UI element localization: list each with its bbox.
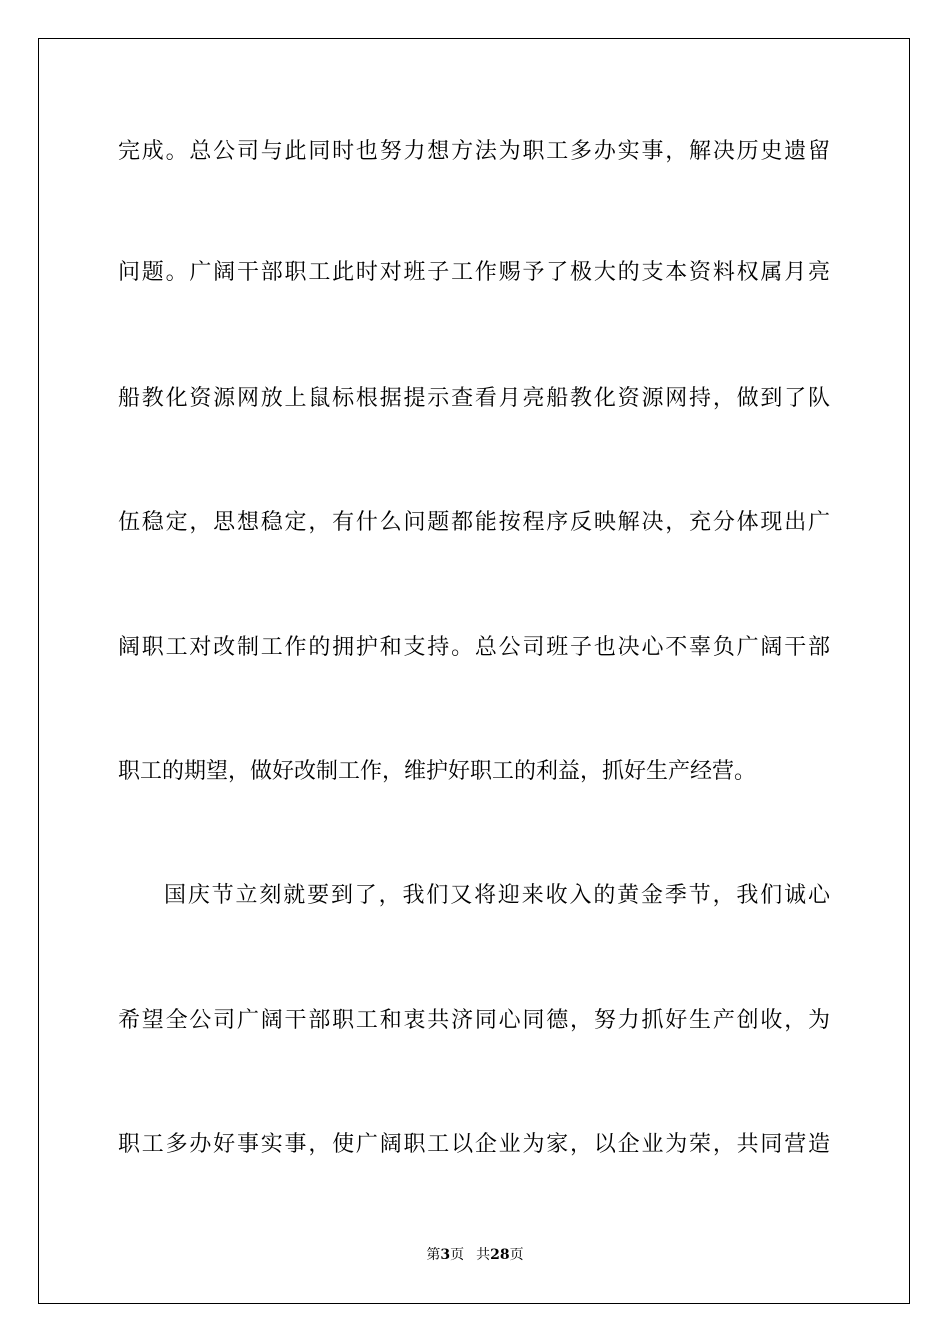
text-line: 问题。广阔干部职工此时对班子工作赐予了极大的支本资料权属月亮 xyxy=(118,260,830,285)
text-line: 希望全公司广阔干部职工和衷共济同心同德，努力抓好生产创收，为 xyxy=(118,1008,830,1033)
page-footer xyxy=(0,1246,950,1264)
text-line: 完成。总公司与此同时也努力想方法为职工多办实事，解决历史遗留 xyxy=(118,139,830,164)
footer-total-prefix: 共 xyxy=(476,1247,491,1263)
text-line: 职工的期望，做好改制工作，维护好职工的利益，抓好生产经营。 xyxy=(118,759,757,784)
footer-page-suffix: 页 xyxy=(450,1247,465,1263)
paragraph-first-line: 国庆节立刻就要到了，我们又将迎来收入的黄金季节，我们诚心 xyxy=(164,883,830,908)
text-line: 伍稳定，思想稳定，有什么问题都能按程序反映解决，充分体现出广 xyxy=(118,510,830,535)
current-page-number: 3 xyxy=(440,1247,451,1263)
page-border xyxy=(38,38,910,1304)
total-page-count: 28 xyxy=(490,1247,510,1263)
text-line: 船教化资源网放上鼠标根据提示查看月亮船教化资源网持，做到了队 xyxy=(118,386,830,411)
text-line: 阔职工对改制工作的拥护和支持。总公司班子也决心不辜负广阔干部 xyxy=(118,635,830,660)
text-line: 职工多办好事实事，使广阔职工以企业为家，以企业为荣，共同营造 xyxy=(118,1132,830,1157)
footer-page-prefix: 第 xyxy=(426,1247,441,1263)
footer-total-suffix: 页 xyxy=(509,1247,524,1263)
